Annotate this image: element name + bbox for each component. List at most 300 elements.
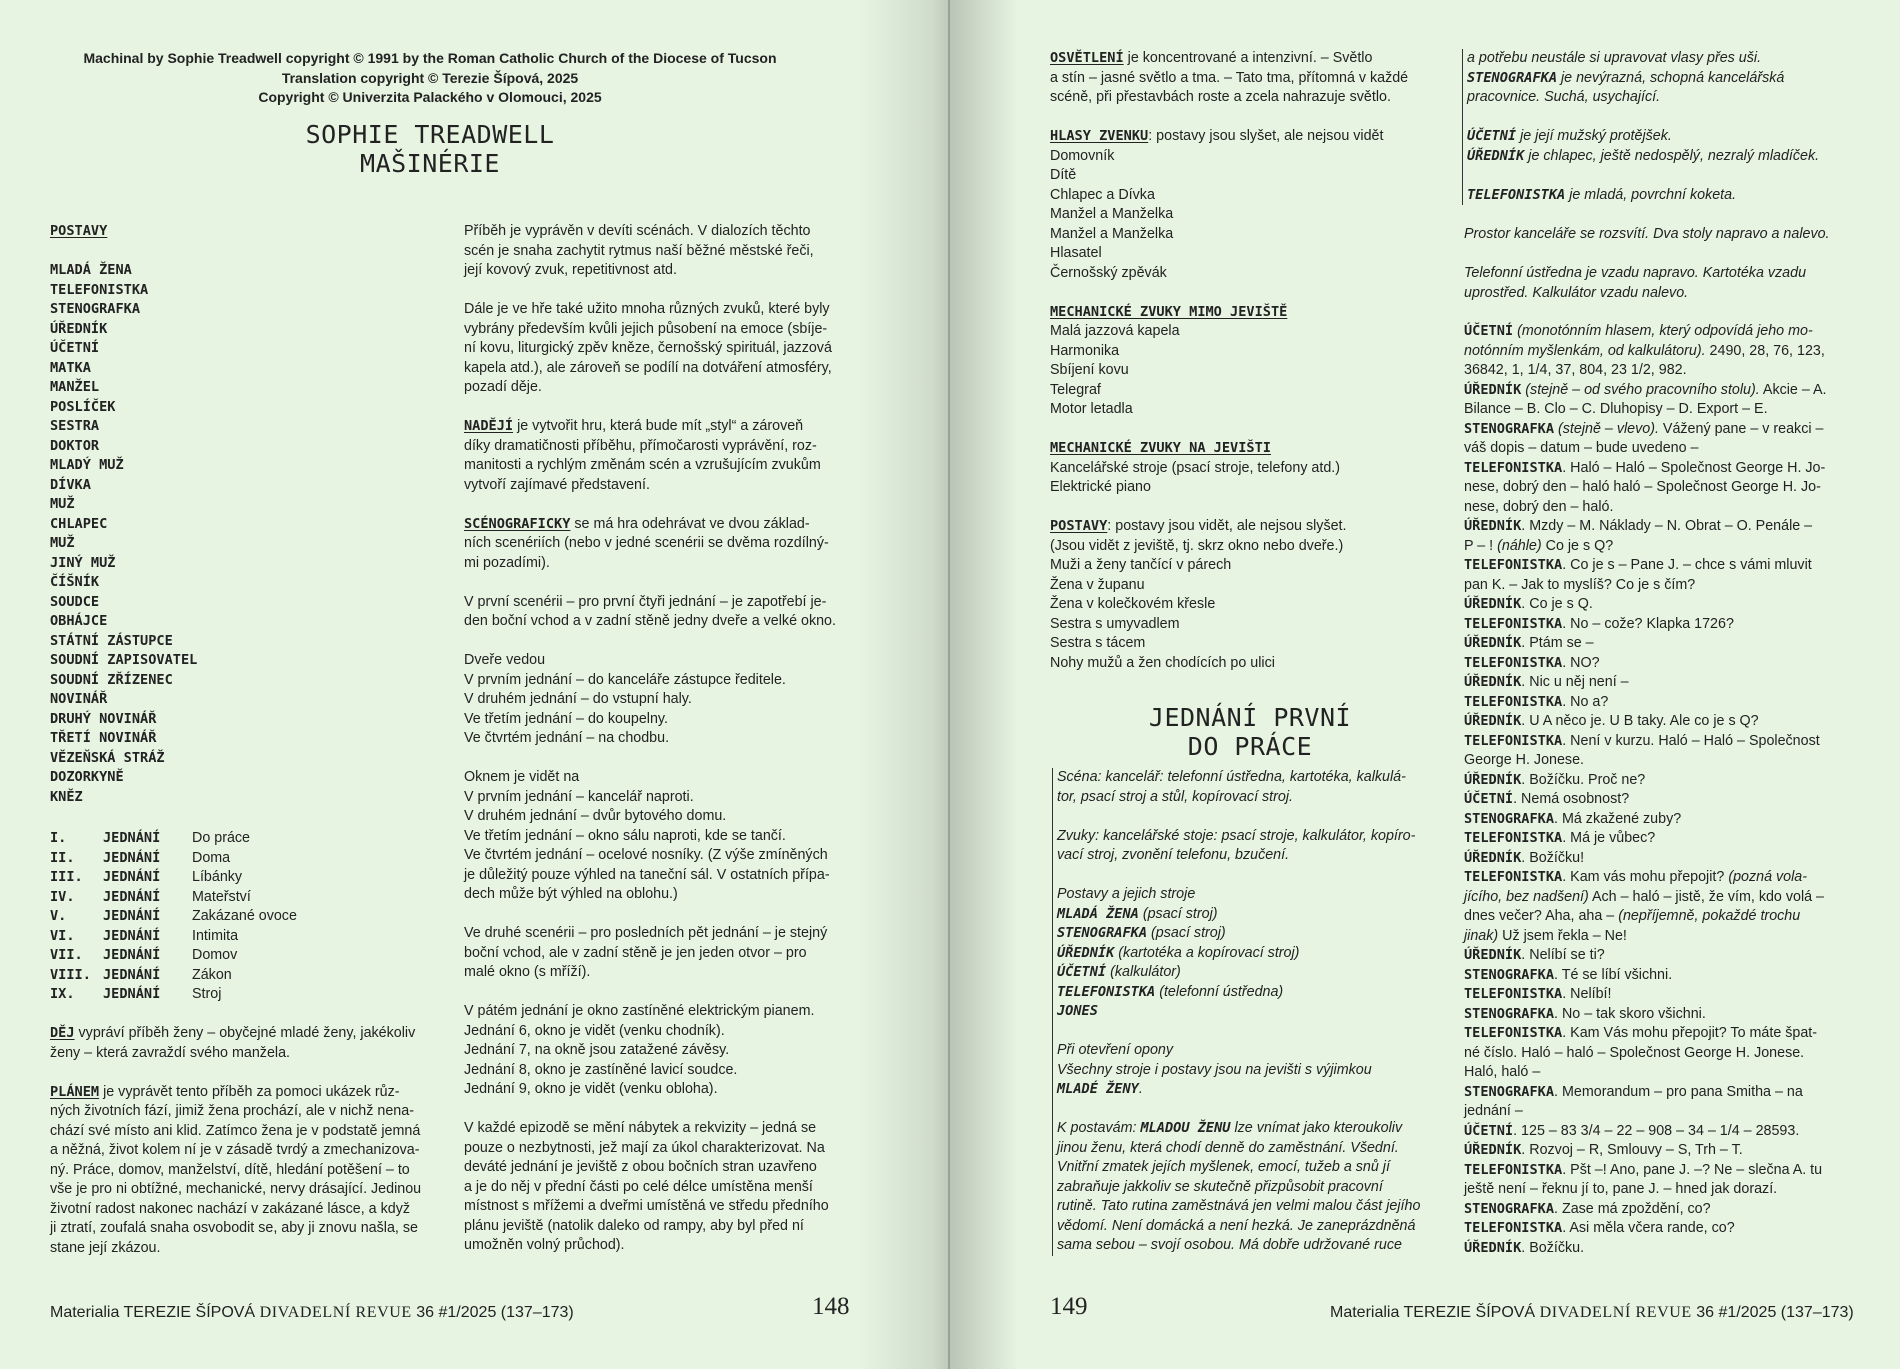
- text-line: ních scenériích (nebo v jedné scenérii se dvěma rozdílný-: [464, 535, 829, 551]
- osvetleni-label: OSVĚTLENÍ: [1050, 50, 1124, 66]
- scene-description: [1057, 768, 1452, 807]
- character-name: ÚŘEDNÍK: [1467, 147, 1525, 164]
- text-line: nese, dobrý den – haló.: [1464, 498, 1614, 515]
- list-item: Žena v kolečkovém křesle: [1050, 596, 1216, 612]
- speaker-name: TELEFONISTKA: [1464, 1025, 1563, 1041]
- list-item: MLADÁ ŽENA: [50, 262, 132, 278]
- footer-issue: 36 #1/2025 (137–173): [1696, 1304, 1854, 1321]
- character-name: MLADOU ŽENU: [1140, 1120, 1231, 1136]
- speaker-name: TELEFONISTKA: [1464, 693, 1563, 710]
- page-number: 148: [812, 1293, 850, 1320]
- text-line: ÚŘEDNÍK. Rozvoj – R, Smlouvy – S, Trh – T.: [1464, 1142, 1743, 1158]
- dej-paragraph: [50, 1024, 450, 1063]
- text-line: V prvním jednání – do kanceláře zástupce ředitele.: [464, 671, 786, 688]
- text-line: je mladá, povrchní koketa.: [1565, 186, 1737, 203]
- second-scenery-paragraph: [464, 924, 864, 983]
- stage-directions: [1052, 768, 1452, 1256]
- text-line: TELEFONISTKA. Má je vůbec?: [1464, 830, 1656, 846]
- list-item: Dítě: [1050, 167, 1077, 183]
- text-line: TELEFONISTKA. Kam Vás mohu přepojit? To máte špat-: [1464, 1025, 1818, 1041]
- act-row: [50, 907, 297, 927]
- list-item: SOUDCE: [50, 593, 100, 610]
- machine-item: [1057, 944, 1452, 964]
- dialogue-line: [1464, 634, 1864, 654]
- na-section: [1050, 439, 1450, 498]
- act-label: JEDNÁNÍ: [103, 908, 161, 924]
- list-item: Elektrické piano: [1050, 479, 1151, 495]
- text-line: je její mužský protějšek.: [1516, 128, 1672, 144]
- text-line: sama sebou – svojí osobou. Má dobře udržované ruce: [1057, 1237, 1402, 1253]
- list-item: Telegraf: [1050, 381, 1101, 398]
- dialogue-line: [1464, 615, 1864, 635]
- text-line: plánu jeviště (natolik daleko od rampy, aby byl před ní: [464, 1217, 804, 1234]
- speaker-name: ÚČETNÍ: [1464, 323, 1514, 339]
- text-line: jednání –: [1464, 1103, 1523, 1119]
- speaker-name: ÚŘEDNÍK: [1464, 381, 1522, 398]
- character-name: TELEFONISTKA: [1467, 186, 1566, 203]
- play-title: [130, 120, 730, 178]
- text-line: umožněn volný průchod).: [464, 1237, 625, 1253]
- machines-list: [1057, 885, 1452, 1022]
- text-line: ÚŘEDNÍK. Božíčku. Proč ne?: [1464, 771, 1646, 788]
- speaker-name: STENOGRAFKA: [1464, 810, 1555, 827]
- text-line: TELEFONISTKA. Haló – Haló – Společnost George H. Jo-: [1464, 459, 1826, 476]
- text-line: V druhém jednání – do vstupní haly.: [464, 691, 692, 707]
- character-name: ÚČETNÍ: [1057, 964, 1107, 980]
- act-label: JEDNÁNÍ: [103, 986, 161, 1002]
- dialogue: [1464, 322, 1864, 1258]
- text-line: STENOGRAFKA. Memorandum – pro pana Smitha – na: [1464, 1083, 1803, 1100]
- text-line: je důležitý pouze výhled na taneční sál. V ostatních přípa-: [464, 866, 830, 883]
- text-line: životní radost nakonec nachází v zakázané lásce, a když: [50, 1200, 411, 1217]
- list-item: CHLAPEC: [50, 515, 108, 532]
- list-item: ÚČETNÍ: [50, 340, 100, 356]
- scenografie-paragraph: [464, 515, 864, 574]
- dialogue-line: [1464, 712, 1864, 732]
- act-name: Intimita: [192, 927, 239, 944]
- list-item: Manžel a Manželka: [1050, 206, 1174, 222]
- act-label: JEDNÁNÍ: [103, 849, 161, 866]
- dialogue-line: [1464, 868, 1864, 946]
- list-item: Domovník: [1050, 147, 1115, 164]
- speaker-name: ÚŘEDNÍK: [1464, 635, 1522, 651]
- dialogue-line: [1464, 420, 1864, 459]
- character-name: ÚŘEDNÍK: [1057, 944, 1115, 961]
- text-line: mi pozadími).: [464, 554, 550, 571]
- dialogue-line: [1464, 810, 1864, 830]
- text-line: Jednání 8, okno je zastíněné lavicí soudce.: [464, 1061, 738, 1078]
- character-name: ÚČETNÍ: [1467, 128, 1517, 144]
- text-line: je chlapec, ještě nedospělý, nezralý mladíček.: [1524, 147, 1820, 164]
- act-roman: III.: [50, 869, 83, 885]
- dialogue-line: [1464, 1141, 1864, 1161]
- text-line: malé okno (s mříží).: [464, 964, 591, 980]
- na-heading: MECHANICKÉ ZVUKY NA JEVIŠTI: [1050, 440, 1271, 456]
- text-line: vypráví příběh ženy – obyčejné mladé ženy, jakékoliv: [74, 1025, 416, 1041]
- text-line: Bilance – B. Clo – C. Dluhopisy – D. Export – E.: [1464, 401, 1768, 417]
- speaker-name: TELEFONISTKA: [1464, 459, 1563, 476]
- machines: [1057, 905, 1452, 1022]
- list-item: (Jsou vidět z jeviště, tj. skrz okno nebo dveře.): [1050, 537, 1344, 554]
- character-name: STENOGRAFKA: [1057, 925, 1148, 941]
- list-item: MLADÝ MUŽ: [50, 457, 124, 473]
- nadeji-label: NADĚJÍ: [464, 418, 514, 434]
- page-number: 149: [1050, 1293, 1088, 1320]
- hlasy-label: HLASY ZVENKU: [1050, 128, 1149, 144]
- act-label: JEDNÁNÍ: [103, 947, 161, 963]
- list-item: STENOGRAFKA: [50, 301, 141, 317]
- text-line: Dveře vedou: [464, 652, 546, 668]
- text-line: a něžná, život kolem ní je v zásadě tvrdý a zmechanizova-: [50, 1142, 420, 1158]
- machine-item: [1057, 963, 1452, 983]
- text-line: ÚŘEDNÍK. Mzdy – M. Náklady – N. Obrat – O. Penále –: [1464, 518, 1813, 534]
- list-item: NOVINÁŘ: [50, 691, 108, 707]
- text-line: ÚŘEDNÍK. Ptám se –: [1464, 635, 1594, 651]
- text-line: dech může být výhled na oblohu.): [464, 886, 678, 902]
- character-notes: [1462, 49, 1862, 205]
- dialogue-line: [1464, 790, 1864, 810]
- text-line: P – ! (náhle) Co je s Q?: [1464, 537, 1614, 554]
- text-line: zabraňuje jakkoliv se skutečně přizpůsobit pracovní: [1057, 1178, 1383, 1195]
- machine-name: (psací stroj): [1142, 905, 1218, 922]
- text-line: né číslo. Haló – haló – Společnost George H. Jonese.: [1464, 1044, 1805, 1061]
- hlasy-section: [1050, 127, 1450, 283]
- mimo-heading: MECHANICKÉ ZVUKY MIMO JEVIŠTĚ: [1050, 303, 1288, 320]
- speaker-name: ÚŘEDNÍK: [1464, 713, 1522, 729]
- copyright-line: Translation copyright © Terezie Šípová, 2025: [281, 69, 579, 86]
- dialogue-line: [1464, 459, 1864, 518]
- text-line: pracovnice. Suchá, usychající.: [1467, 89, 1661, 105]
- footer-section: Materialia TEREZIE ŠÍPOVÁ: [1330, 1304, 1536, 1321]
- text-line: V pátém jednání je okno zastíněné elektrickým pianem.: [464, 1003, 815, 1019]
- text-line: se má hra odehrávat ve dvou základ-: [570, 515, 810, 532]
- planem-label: PLÁNEM: [50, 1083, 100, 1100]
- text-line: STENOGRAFKA (stejně – vlevo). Vážený pane – v reakci –: [1464, 420, 1824, 437]
- dialogue-line: [1464, 673, 1864, 693]
- list-item: SOUDNÍ ZŘÍZENEC: [50, 671, 173, 688]
- machine-name: (kalkulátor): [1110, 964, 1181, 980]
- dialogue-line: [1464, 1024, 1864, 1083]
- text-line: tor, psací stroj a stůl, kopírovací stroj.: [1057, 788, 1293, 805]
- text-line: vytvoří zajímavé představení.: [464, 476, 650, 493]
- osvetleni-paragraph: [1050, 49, 1450, 108]
- text-line: místnost s mřížemi a dveřmi umístěná ve středu předního: [464, 1198, 829, 1214]
- dialogue-line: [1464, 595, 1864, 615]
- characters-note: [1057, 1119, 1452, 1256]
- text-line: TELEFONISTKA. Co je s – Pane J. – chce s vámi mluvit: [1464, 557, 1812, 573]
- act-name: Zakázané ovoce: [192, 908, 297, 924]
- act-name: Doma: [192, 849, 231, 866]
- text-line: TELEFONISTKA. Není v kurzu. Haló – Haló – Společnost: [1464, 732, 1820, 749]
- act-name: Domov: [192, 947, 238, 963]
- text-line: Ve čtvrtém jednání – na chodbu.: [464, 730, 670, 746]
- list-item: STÁTNÍ ZÁSTUPCE: [50, 632, 173, 649]
- text-line: scéně, při přestavbách roste a zcela nahrazuje světlo.: [1050, 89, 1391, 105]
- list-item: Chlapec a Dívka: [1050, 186, 1155, 203]
- sounds-description: [1057, 827, 1452, 866]
- list-item: MATKA: [50, 359, 91, 376]
- doors-paragraph: [464, 651, 864, 749]
- text-line: V druhém jednání – dvůr bytového domu.: [464, 808, 727, 824]
- speaker-name: TELEFONISTKA: [1464, 615, 1563, 632]
- text-line: ÚČETNÍ. 125 – 83 3/4 – 22 – 908 – 34 – 1/4 – 28593.: [1464, 1122, 1800, 1139]
- text-line: rutině. Tato rutina zaměstnává jen velmi malou část jejího: [1057, 1198, 1421, 1214]
- text-line: ÚŘEDNÍK. U A něco je. U B taky. Ale co je s Q?: [1464, 713, 1759, 729]
- speaker-name: TELEFONISTKA: [1464, 1220, 1563, 1236]
- text-line: pan K. – Jak to myslíš? Co je s čím?: [1464, 576, 1696, 593]
- text-line: ní kovu, liturgický zpěv kněze, černošský spirituál, jazzová: [464, 340, 832, 356]
- text-line: jícího, bez nadšení) Ach – haló – jistě, že vím, kdo volá –: [1464, 888, 1825, 905]
- act-number: JEDNÁNÍ PRVNÍ: [1148, 703, 1352, 732]
- text-line: boční vchod, ale v zadní stěně je jen jeden otvor – pro: [464, 944, 807, 961]
- text-line: váš dopis – datum – bude uvedeno –: [1464, 440, 1699, 456]
- speaker-name: TELEFONISTKA: [1464, 732, 1563, 749]
- act-roman: VIII.: [50, 966, 91, 983]
- speaker-name: STENOGRAFKA: [1464, 966, 1555, 983]
- dialogue-line: [1464, 1083, 1864, 1122]
- text-line: ji ztratí, zoufalá snaha osvobodit se, aby ji znovu našla, se: [50, 1220, 418, 1236]
- text-line: Ve třetím jednání – okno sálu naproti, kde se tančí.: [464, 827, 786, 844]
- text-line: vací stroj, zvonění telefonu, bzučení.: [1057, 847, 1290, 863]
- speaker-name: TELEFONISTKA: [1464, 830, 1563, 846]
- list-item: ČÍŠNÍK: [50, 574, 100, 590]
- dialogue-line: [1464, 829, 1864, 849]
- character-name: MLADÁ ŽENA: [1057, 905, 1139, 922]
- speaker-name: ÚŘEDNÍK: [1464, 849, 1522, 866]
- speaker-name: ÚŘEDNÍK: [1464, 1142, 1522, 1158]
- nadeji-paragraph: [464, 417, 864, 495]
- planem-paragraph: [50, 1083, 450, 1259]
- cast-heading: POSTAVY: [50, 223, 108, 239]
- machine-item: [1057, 1002, 1452, 1022]
- list-item: DOKTOR: [50, 437, 100, 454]
- text-line: Haló, haló –: [1464, 1064, 1541, 1080]
- text-line: Vnitřní zmatek jejích myšlenek, emocí, tužeb a snů jí: [1057, 1159, 1390, 1175]
- list-item: Harmonika: [1050, 342, 1120, 359]
- text-line: George H. Jonese.: [1464, 752, 1585, 768]
- list-item: Sestra s umyvadlem: [1050, 615, 1180, 632]
- speaker-name: TELEFONISTKA: [1464, 986, 1563, 1002]
- machine-name: (psací stroj): [1151, 925, 1226, 941]
- list-item: MUŽ: [50, 535, 75, 551]
- act-row: [50, 927, 297, 947]
- text-line: TELEFONISTKA. Pšt –! Ano, pane J. –? Ne – slečna A. tu: [1464, 1161, 1823, 1178]
- list-item: TELEFONISTKA: [50, 281, 149, 298]
- window-paragraph: [464, 768, 864, 905]
- dialogue-line: [1464, 693, 1864, 713]
- list-item: VĚZEŇSKÁ STRÁŽ: [50, 749, 165, 766]
- speaker-name: STENOGRAFKA: [1464, 1200, 1555, 1217]
- text-line: pozadí děje.: [464, 379, 542, 395]
- postavy-section: [1050, 517, 1450, 673]
- text-line: ženy – která zavraždí svého manžela.: [50, 1044, 290, 1061]
- speaker-name: ÚŘEDNÍK: [1464, 518, 1522, 534]
- speaker-name: TELEFONISTKA: [1464, 557, 1563, 573]
- scenograficky-label: SCÉNOGRAFICKY: [464, 515, 571, 532]
- footer-magazine: DIVADELNÍ REVUE: [259, 1304, 412, 1321]
- list-item: Nohy mužů a žen chodících po ulici: [1050, 654, 1275, 671]
- text-line: TELEFONISTKA. Asi měla včera rande, co?: [1464, 1220, 1735, 1236]
- dialogue-line: [1464, 849, 1864, 869]
- text-line: STENOGRAFKA. Zase má zpoždění, co?: [1464, 1200, 1711, 1217]
- act-label: JEDNÁNÍ: [103, 966, 161, 983]
- list-item: OBHÁJCE: [50, 613, 108, 629]
- dialogue-line: [1464, 1161, 1864, 1200]
- speaker-name: TELEFONISTKA: [1464, 869, 1563, 885]
- list-item: Motor letadla: [1050, 401, 1133, 417]
- sounds-paragraph: [464, 300, 864, 398]
- text-line: ÚČETNÍ. Nemá osobnost?: [1464, 791, 1630, 807]
- act-row: [50, 829, 297, 849]
- copyright-notice: [50, 49, 810, 108]
- dialogue-line: [1464, 322, 1864, 381]
- dialogue-line: [1464, 1200, 1864, 1220]
- dialogue-line: [1464, 654, 1864, 674]
- curtain-description: Při otevření opony Všechny stroje i postavy jsou na jevišti s výjimkou MLADÉ ŽENY.: [1057, 1041, 1452, 1100]
- text-line: je vyprávět tento příběh za pomoci ukázek růz-: [99, 1083, 400, 1100]
- first-scenery-paragraph: [464, 593, 864, 632]
- intro-column: [464, 222, 864, 1256]
- text-line: TELEFONISTKA. NO?: [1464, 654, 1600, 671]
- author-name: SOPHIE TREADWELL: [305, 120, 555, 149]
- act-roman: II.: [50, 849, 75, 866]
- dej-label: DĚJ: [50, 1025, 75, 1041]
- list-item: Manžel a Manželka: [1050, 225, 1174, 242]
- character-name: STENOGRAFKA: [1467, 69, 1558, 86]
- right-page: [948, 0, 1900, 1369]
- text-line: ÚŘEDNÍK. Božíčku!: [1464, 849, 1585, 866]
- text-line: Postavy a jejich stroje: [1057, 886, 1196, 902]
- text-line: manitosti a rychlým změnám scén a vzrušujícím zvukům: [464, 457, 821, 473]
- text-line: její kovový zvuk, repetitivnost atd.: [464, 262, 677, 278]
- text-line: V každé epizodě se mění nábytek a rekvizity – jedná se: [464, 1120, 817, 1136]
- act-row: [50, 868, 297, 888]
- text-line: deváté jednání je jeviště z obou bočních stran uzavřeno: [464, 1159, 817, 1175]
- act-row: [50, 849, 297, 869]
- text-line: Scéna: kancelář: telefonní ústředna, kartotéka, kalkulá-: [1057, 769, 1406, 785]
- text-line: : postavy jsou vidět, ale nejsou slyšet.: [1107, 518, 1347, 534]
- footer-issue: 36 #1/2025 (137–173): [416, 1304, 574, 1321]
- footer-right: [1330, 1302, 1854, 1324]
- list-item: ÚŘEDNÍK: [50, 320, 108, 337]
- act-roman: VII.: [50, 947, 83, 963]
- dialogue-line: [1464, 517, 1864, 556]
- character-name: TELEFONISTKA: [1057, 983, 1156, 1000]
- dialogue-line: [1464, 966, 1864, 986]
- text-line: je koncentrované a intenzivní. – Světlo: [1123, 50, 1373, 66]
- text-line: Ve třetím jednání – do koupelny.: [464, 710, 668, 727]
- text-line: 36842, 1, 1/4, 37, 804, 23 1/2, 982.: [1464, 362, 1687, 378]
- act-label: JEDNÁNÍ: [103, 830, 161, 846]
- list-item: SESTRA: [50, 418, 100, 434]
- text-line: ÚŘEDNÍK (stejně – od svého pracovního stolu). Akcie – A.: [1464, 381, 1827, 398]
- act-name: DO PRÁCE: [1187, 732, 1313, 761]
- text-line: a stín – jasné světlo a tma. – Tato tma, přítomná v každé: [1050, 69, 1409, 86]
- text-line: lze vnímat jako kteroukoliv: [1230, 1120, 1403, 1136]
- list-item: Malá jazzová kapela: [1050, 323, 1180, 339]
- text-line: je nevýrazná, schopná kancelářská: [1557, 69, 1785, 86]
- act-roman: IX.: [50, 986, 75, 1002]
- act-title: [1050, 703, 1450, 761]
- dialogue-line: [1464, 556, 1864, 595]
- list-item: KNĚZ: [50, 788, 83, 805]
- act-label: JEDNÁNÍ: [103, 888, 161, 905]
- dialogue-line: [1464, 1239, 1864, 1259]
- text-line: ných životních fází, jimiž žena prochází, ale v nichž nena-: [50, 1103, 414, 1119]
- left-page: [0, 0, 948, 1369]
- character-name: MLADÉ ŽENY: [1057, 1081, 1139, 1097]
- dialogue-line: [1464, 771, 1864, 791]
- text-line: ještě není – řeknu jí to, pane J. – hned jak dorazí.: [1464, 1181, 1778, 1197]
- lighting-direction: Prostor kanceláře se rozsvítí. Dva stoly napravo a nalevo.: [1464, 226, 1830, 242]
- list-item: TŘETÍ NOVINÁŘ: [50, 730, 157, 746]
- play-name: MAŠINÉRIE: [360, 149, 500, 178]
- text-line: jinak) Už jsem řekla – Ne!: [1464, 927, 1627, 944]
- mimo-list: [1050, 322, 1450, 420]
- footer-magazine: DIVADELNÍ REVUE: [1539, 1304, 1692, 1321]
- text-line: STENOGRAFKA. Té se líbí všichni.: [1464, 966, 1673, 983]
- dialogue-line: [1464, 1219, 1864, 1239]
- text-line: Všechny stroje i postavy jsou na jevišti s výjimkou: [1057, 1061, 1372, 1078]
- window-acts-paragraph: [464, 1002, 864, 1100]
- text-line: jinou ženu, která chodí denně do zaměstnání. Všední.: [1057, 1139, 1399, 1156]
- footer-section: Materialia TEREZIE ŠÍPOVÁ: [50, 1304, 256, 1321]
- text-line: kapela atd.), ale zároveň se podílí na dotváření atmosféry,: [464, 359, 832, 376]
- text-line: dnes večer? Aha, aha – (nepříjemně, pokaždé trochu: [1464, 908, 1801, 924]
- office-layout: [1464, 264, 1864, 303]
- speaker-name: STENOGRAFKA: [1464, 1083, 1555, 1100]
- text-line: Ve čtvrtém jednání – ocelové nosníky. (Z výše zmíněných: [464, 847, 828, 863]
- list-item: DRUHÝ NOVINÁŘ: [50, 710, 157, 727]
- text-line: pouze o nezbytnosti, jež mají za úkol charakterizovat. Na: [464, 1139, 825, 1156]
- speaker-name: TELEFONISTKA: [1464, 654, 1563, 671]
- cast-list: [50, 261, 450, 807]
- act-row: [50, 985, 297, 1005]
- act-row: [50, 966, 297, 986]
- text-line: ÚŘEDNÍK. Božíčku.: [1464, 1239, 1585, 1256]
- speaker-name: STENOGRAFKA: [1464, 420, 1555, 437]
- text-line: uprostřed. Kalkulátor vzadu nalevo.: [1464, 284, 1689, 301]
- character-name: JONES: [1057, 1003, 1098, 1019]
- text-line: stane její zkázou.: [50, 1239, 161, 1256]
- text-line: den boční vchod a v zadní stěně jedny dveře a velké okno.: [464, 613, 836, 629]
- list-item: JINÝ MUŽ: [50, 554, 116, 571]
- footer-left: [50, 1302, 574, 1324]
- speaker-name: ÚŘEDNÍK: [1464, 674, 1522, 690]
- dialogue-line: [1464, 1005, 1864, 1025]
- mimo-section: [1050, 303, 1450, 420]
- text-line: ný. Práce, domov, manželství, dítě, hledání potěšení – to: [50, 1161, 410, 1178]
- text-line: notónním myšlenkám, od kalkulátoru). 2490, 28, 76, 123,: [1464, 342, 1825, 359]
- copyright-line: Copyright © Univerzita Palackého v Olomouci, 2025: [258, 89, 602, 105]
- text-line: Dále je ve hře také užito mnoha různých zvuků, které byly: [464, 301, 830, 317]
- machine-name: (telefonní ústředna): [1159, 983, 1284, 1000]
- hlasy-list: [1050, 147, 1450, 284]
- machine-item: [1057, 905, 1452, 925]
- list-item: Žena v županu: [1050, 576, 1145, 593]
- text-line: Příběh je vyprávěn v devíti scénách. V dialozích těchto: [464, 223, 811, 239]
- act-name: Líbánky: [192, 869, 243, 885]
- act-label: JEDNÁNÍ: [103, 869, 161, 885]
- text-line: a potřebu neustále si upravovat vlasy přes uši.: [1467, 50, 1762, 66]
- dialogue-line: [1464, 1122, 1864, 1142]
- text-line: STENOGRAFKA. Má zkažené zuby?: [1464, 810, 1682, 827]
- act-name: Zákon: [192, 966, 232, 983]
- acts-list: [50, 829, 297, 1005]
- synopsis: [50, 1024, 450, 1258]
- text-line: ÚČETNÍ (monotónním hlasem, který odpovídá jeho mo-: [1464, 323, 1813, 339]
- text-line: díky dramatičnosti příběhu, přímočarosti vyprávění, roz-: [464, 437, 817, 454]
